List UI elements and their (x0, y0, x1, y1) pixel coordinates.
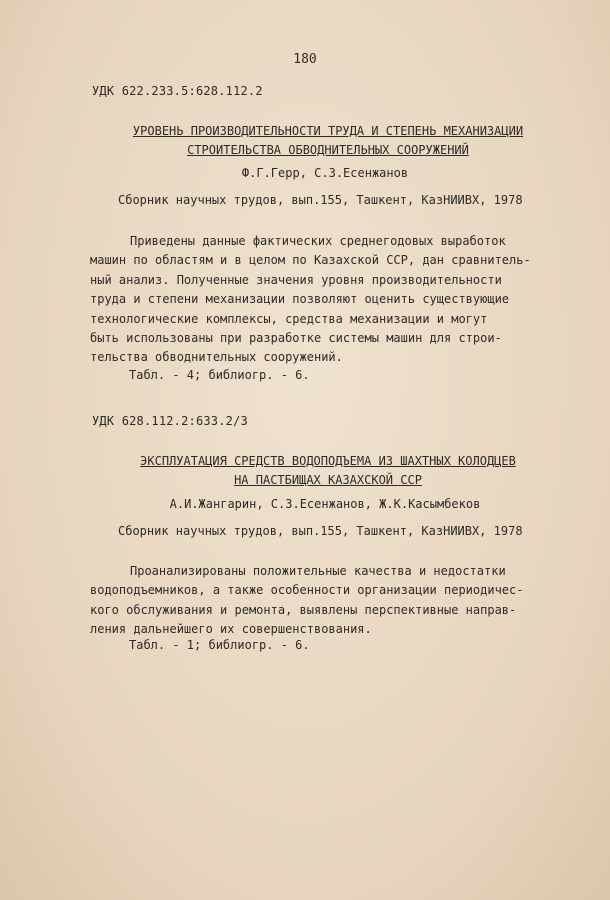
abstract-1-line-6: быть использованы при разработке системы машин для строи- (90, 331, 502, 346)
abstract-1-line-1: Приведены данные фактических среднегодовых выработок (130, 234, 506, 248)
udk-code-1: УДК 622.233.5:628.112.2 (92, 84, 263, 98)
entry-tables-refs-2: Табл. - 1; библиогр. - 6. (129, 638, 310, 652)
entry-source-1: Сборник научных трудов, вып.155, Ташкент, КазНИИВХ, 1978 (118, 193, 523, 207)
entry-authors-1: Ф.Г.Герр, С.З.Есенжанов (241, 166, 409, 180)
entry-title-1-line-1: УРОВЕНЬ ПРОИЗВОДИТЕЛЬНОСТИ ТРУДА И СТЕПЕНЬ МЕХАНИЗАЦИИ (132, 124, 524, 138)
entry-abstract-2 (90, 562, 560, 640)
abstract-2-line-4: ления дальнейшего их совершенствования. (90, 622, 372, 637)
entry-tables-refs-1: Табл. - 4; библиогр. - 6. (129, 368, 310, 382)
entry-abstract-1 (90, 232, 560, 368)
abstract-2-line-3: кого обслуживания и ремонта, выявлены перспективные направ- (90, 602, 517, 617)
entry-source-2: Сборник научных трудов, вып.155, Ташкент, КазНИИВХ, 1978 (118, 524, 523, 538)
entry-authors-2: А.И.Жангарин, С.З.Есенжанов, Ж.К.Касымбеков (169, 497, 481, 511)
entry-title-2 (98, 452, 558, 490)
abstract-1-line-5: технологические комплексы, средства механизации и могут (90, 311, 488, 326)
abstract-2-line-1: Проанализированы положительные качества и недостатки (130, 564, 506, 578)
abstract-1-line-7: тельства обводнительных сооружений. (90, 350, 343, 365)
abstract-1-line-4: труда и степени механизации позволяют оценить существующие (90, 292, 510, 307)
abstract-1-line-2: машин по областям и в целом по Казахской ССР, дан сравнитель- (90, 253, 531, 268)
abstract-1-line-3: ный анализ. Полученные значения уровня производительности (90, 272, 502, 287)
entry-title-1-line-2: СТРОИТЕЛЬСТВА ОБВОДНИТЕЛЬНЫХ СООРУЖЕНИЙ (187, 143, 469, 157)
entry-title-2-line-2: НА ПАСТБИЩАХ КАЗАХСКОЙ ССР (234, 473, 422, 487)
entry-title-1 (98, 122, 558, 160)
abstract-2-line-2: водоподъемников, а также особенности организации периодичес- (90, 583, 524, 598)
entry-title-2-line-1: ЭКСПЛУАТАЦИЯ СРЕДСТВ ВОДОПОДЪЕМА ИЗ ШАХТНЫХ КОЛОДЦЕВ (140, 454, 516, 468)
page-number: 180 (293, 52, 317, 67)
udk-code-2: УДК 628.112.2:633.2/3 (92, 414, 248, 428)
